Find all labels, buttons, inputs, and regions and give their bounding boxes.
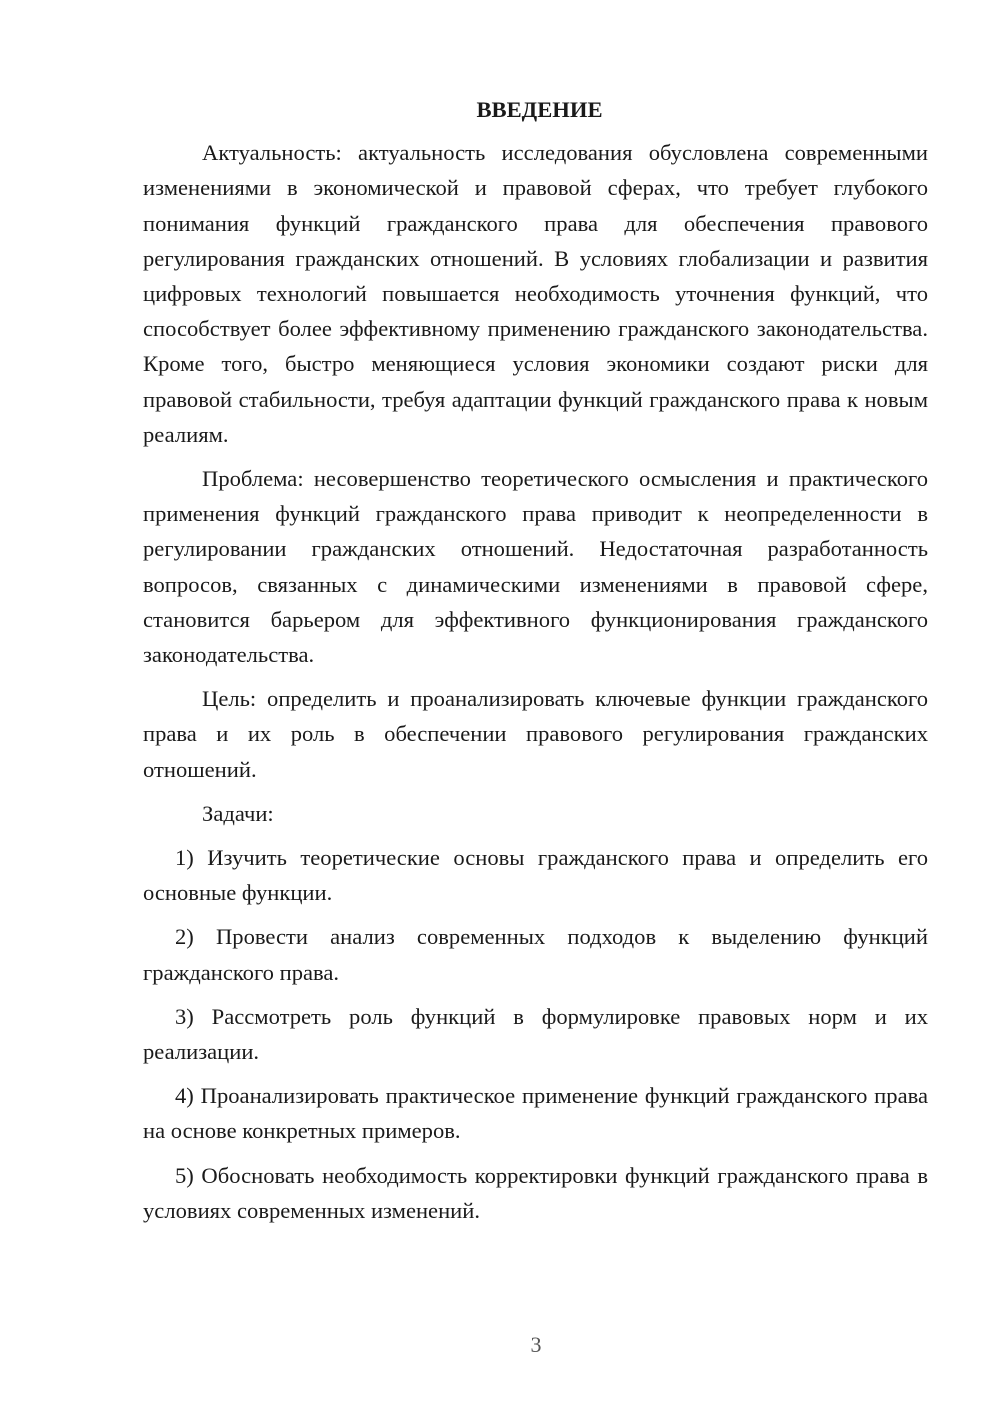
- task-item: 1) Изучить теоретические основы гражданского права и определить его основные функции.: [143, 845, 928, 906]
- task-item: 5) Обосновать необходимость корректировки функций гражданского права в условиях современных изменений.: [143, 1162, 928, 1223]
- section-title: ВВЕДЕНИЕ: [476, 97, 603, 122]
- document-body: [143, 92, 928, 1228]
- paragraph-goal: Цель: определить и проанализировать ключевые функции гражданского права и их роль в обеспечении правового регулирования гражданских отношений.: [143, 686, 928, 782]
- task-item: 4) Проанализировать практическое применение функций гражданского права на основе конкретных примеров.: [143, 1083, 928, 1144]
- tasks-heading: Задачи:: [202, 800, 274, 826]
- paragraph-problem: Проблема: несовершенство теоретического осмысления и практического применения функций гражданского права приводит к неопределенности в регулировании гражданских отношений. Недостаточная разработанность вопросов, связанных с динамическими изменениями в правовой сфере, становится барьером для эффективного функционирования гражданского законодательства.: [143, 466, 928, 668]
- task-item: 3) Рассмотреть роль функций в формулировке правовых норм и их реализации.: [143, 1003, 928, 1065]
- page-number: 3: [530, 1332, 542, 1357]
- paragraph-relevance: Актуальность: актуальность исследования обусловлена современными изменениями в экономической и правовой сферах, что требует глубокого понимания функций гражданского права для обеспечения правового регулирования гражданских отношений. В условиях глобализации и развития цифровых технологий повышается необходимость уточнения функций, что способствует более эффективному применению гражданского законодательства. Кроме того, быстро меняющиеся условия экономики создают риски для правовой стабильности, требуя адаптации функций гражданского права к новым реалиям.: [143, 140, 928, 447]
- task-item: 2) Провести анализ современных подходов к выделению функций гражданского права.: [143, 924, 928, 985]
